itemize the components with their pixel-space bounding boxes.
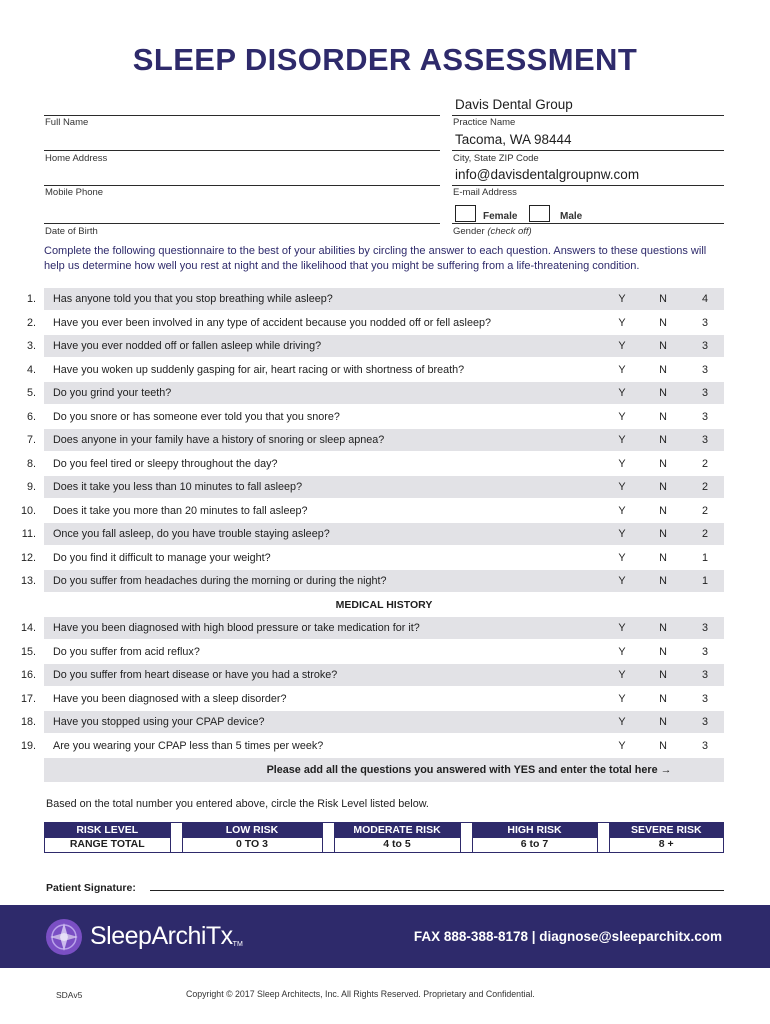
question-text: Have you ever been involved in any type of accident because you nodded off or fell asleep? — [53, 316, 491, 329]
answer-no[interactable]: N — [659, 293, 667, 305]
answer-yes[interactable]: Y — [618, 340, 626, 352]
question-number: 19. — [20, 739, 36, 752]
question-number: 18. — [20, 716, 36, 728]
question-text: Once you fall asleep, do you have trouble staying asleep? — [53, 528, 330, 540]
answer-no[interactable]: N — [659, 434, 667, 446]
answer-yes[interactable]: Y — [618, 434, 626, 446]
question-points: 3 — [701, 739, 708, 752]
brand-name: SleepArchiTx — [90, 922, 233, 950]
home-address-label: Home Address — [45, 153, 108, 164]
date-of-birth-label: Date of Birth — [45, 226, 98, 237]
email-line[interactable] — [452, 185, 724, 186]
gender-label-text: Gender — [453, 226, 485, 237]
answer-yes[interactable]: Y — [618, 481, 626, 493]
question-points: 3 — [701, 387, 708, 399]
footer-contact[interactable]: FAX 888-388-8178 | diagnose@sleeparchitx.com — [413, 929, 722, 944]
question-text: Do you find it difficult to manage your weight? — [53, 551, 271, 564]
question-row — [16, 500, 724, 524]
question-points: 2 — [701, 457, 708, 470]
answer-yes[interactable]: Y — [618, 575, 626, 587]
male-checkbox[interactable] — [529, 205, 550, 222]
practice-name-line[interactable] — [452, 115, 724, 116]
question-text: Does it take you more than 20 minutes to fall asleep? — [53, 504, 308, 517]
answer-yes[interactable]: Y — [618, 316, 626, 329]
answer-no[interactable]: N — [659, 716, 667, 728]
answer-no[interactable]: N — [659, 481, 667, 493]
question-text: Do you feel tired or sleepy throughout the day? — [53, 457, 278, 470]
question-row — [16, 523, 724, 547]
question-points: 3 — [701, 716, 708, 728]
question-number: 16. — [20, 669, 36, 681]
question-points: 3 — [701, 316, 708, 329]
question-points: 4 — [701, 293, 708, 305]
answer-yes[interactable]: Y — [618, 645, 626, 658]
answer-no[interactable]: N — [659, 387, 667, 399]
male-label: Male — [560, 211, 583, 222]
brand-trademark: TM — [232, 941, 243, 948]
question-row — [16, 406, 724, 430]
answer-yes[interactable]: Y — [618, 692, 626, 705]
question-points: 3 — [701, 363, 708, 376]
question-number: 6. — [26, 410, 36, 423]
practice-name-value[interactable]: Davis Dental Group — [455, 97, 573, 112]
question-row — [16, 641, 724, 665]
answer-yes[interactable]: Y — [618, 739, 626, 752]
city-state-zip-line[interactable] — [452, 150, 724, 151]
question-text: Are you wearing your CPAP less than 5 times per week? — [53, 739, 324, 752]
question-points: 1 — [701, 551, 708, 564]
answer-yes[interactable]: Y — [618, 716, 626, 728]
question-points: 3 — [701, 410, 708, 423]
answer-no[interactable]: N — [659, 575, 667, 587]
answer-no[interactable]: N — [659, 340, 667, 352]
question-number: 4. — [26, 363, 36, 376]
answer-no[interactable]: N — [659, 528, 667, 540]
question-row — [16, 453, 724, 477]
answer-yes[interactable]: Y — [618, 669, 626, 681]
question-points: 2 — [701, 528, 708, 540]
question-row — [16, 711, 724, 735]
question-points: 2 — [701, 504, 708, 517]
question-row — [16, 359, 724, 383]
medical-history-heading: MEDICAL HISTORY — [335, 598, 433, 611]
answer-no[interactable]: N — [659, 410, 667, 423]
risk-instruction: Based on the total number you entered above, circle the Risk Level listed below. — [46, 798, 429, 810]
question-row — [16, 429, 724, 453]
gender-line — [452, 223, 724, 224]
medical-history-row — [16, 594, 724, 618]
question-row — [16, 735, 724, 759]
home-address-line[interactable] — [44, 150, 440, 151]
question-points: 3 — [701, 692, 708, 705]
answer-yes[interactable]: Y — [618, 363, 626, 376]
page-title: SLEEP DISORDER ASSESSMENT — [132, 42, 638, 77]
question-number: 17. — [20, 692, 36, 705]
risk-moderate-name[interactable]: MODERATE RISK — [334, 823, 460, 838]
question-number: 5. — [26, 387, 36, 399]
question-number: 8. — [26, 457, 36, 470]
question-number: 12. — [20, 551, 36, 564]
range-total-header: RANGE TOTAL — [45, 838, 170, 853]
city-state-zip-label: City, State ZIP Code — [453, 153, 539, 164]
copyright-notice: Copyright © 2017 Sleep Architects, Inc. All Rights Reserved. Proprietary and Confidential. — [186, 989, 535, 999]
email-label: E-mail Address — [453, 187, 517, 198]
answer-yes[interactable]: Y — [618, 457, 626, 470]
question-row — [16, 476, 724, 500]
mobile-phone-line[interactable] — [44, 185, 440, 186]
female-checkbox[interactable] — [455, 205, 476, 222]
answer-yes[interactable]: Y — [618, 528, 626, 540]
question-row — [16, 688, 724, 712]
question-row — [16, 288, 724, 312]
question-points: 3 — [701, 669, 708, 681]
risk-moderate-range[interactable]: 4 to 5 — [334, 838, 460, 853]
city-state-zip-value[interactable]: Tacoma, WA 98444 — [455, 132, 572, 147]
risk-level-table — [44, 822, 724, 853]
question-row — [16, 617, 724, 641]
question-text: Does anyone in your family have a history of snoring or sleep apnea? — [53, 434, 385, 446]
instructions-paragraph: Complete the following questionnaire to the best of your abilities by circling the answer to each question. Answers to these questions will help us determine how well you rest at night and the likelihood that you might be suffering from a life-threatening condition. — [44, 245, 707, 272]
question-row — [16, 335, 724, 359]
question-points: 3 — [701, 340, 708, 352]
gender-label — [453, 226, 532, 237]
question-number: 1. — [26, 293, 36, 305]
question-points: 2 — [701, 481, 708, 493]
answer-no[interactable]: N — [659, 645, 667, 658]
question-text: Does it take you less than 10 minutes to fall asleep? — [53, 481, 303, 493]
question-row — [16, 382, 724, 406]
answer-yes[interactable]: Y — [618, 410, 626, 423]
answer-no[interactable]: N — [659, 504, 667, 517]
answer-no[interactable]: N — [659, 692, 667, 705]
total-row[interactable] — [44, 758, 724, 782]
answer-no[interactable]: N — [659, 622, 667, 634]
question-number: 3. — [26, 340, 36, 352]
question-points: 1 — [701, 575, 708, 587]
question-row — [16, 312, 724, 336]
answer-yes[interactable]: Y — [618, 551, 626, 564]
question-number: 15. — [20, 645, 36, 658]
sleeparchitx-logo-icon — [44, 917, 84, 957]
question-points: 3 — [701, 645, 708, 658]
question-points: 3 — [701, 622, 708, 634]
full-name-line[interactable] — [44, 115, 440, 116]
question-row — [16, 570, 724, 594]
risk-level-header: RISK LEVEL — [45, 823, 170, 838]
question-text: Have you ever nodded off or fallen asleep while driving? — [53, 340, 322, 352]
total-instruction: Please add all the questions you answered with YES and enter the total here → — [266, 764, 672, 776]
question-row — [16, 547, 724, 571]
brand-logo-text — [90, 922, 243, 951]
answer-yes[interactable]: Y — [618, 504, 626, 517]
question-number: 7. — [26, 434, 36, 446]
risk-high-name[interactable]: HIGH RISK — [472, 823, 597, 838]
risk-low-range[interactable]: 0 TO 3 — [182, 838, 322, 853]
gender-hint: (check off) — [487, 226, 532, 237]
question-text: Do you grind your teeth? — [53, 387, 172, 399]
question-text: Have you stopped using your CPAP device? — [53, 716, 265, 728]
question-text: Has anyone told you that you stop breathing while asleep? — [53, 293, 333, 305]
answer-no[interactable]: N — [659, 739, 667, 752]
mobile-phone-label: Mobile Phone — [45, 187, 104, 198]
question-number: 2. — [26, 316, 36, 329]
question-points: 3 — [701, 434, 708, 446]
practice-name-label: Practice Name — [453, 117, 516, 128]
question-number: 14. — [20, 622, 36, 634]
signature-label: Patient Signature: — [46, 882, 136, 894]
female-label: Female — [483, 211, 518, 222]
answer-yes[interactable]: Y — [618, 622, 626, 634]
question-number: 11. — [21, 528, 36, 540]
question-number: 9. — [26, 481, 36, 493]
answer-no[interactable]: N — [659, 363, 667, 376]
question-text: Do you snore or has someone ever told you that you snore? — [53, 410, 340, 423]
question-number: 10. — [20, 504, 36, 517]
question-text: Do you suffer from headaches during the morning or during the night? — [53, 575, 387, 587]
email-value[interactable]: info@davisdentalgroupnw.com — [455, 167, 640, 182]
signature-line[interactable] — [150, 890, 724, 891]
question-text: Do you suffer from acid reflux? — [53, 645, 200, 658]
question-text: Do you suffer from heart disease or have you had a stroke? — [53, 669, 338, 681]
questionnaire-table — [16, 288, 724, 758]
question-text: Have you been diagnosed with a sleep disorder? — [53, 692, 287, 705]
answer-no[interactable]: N — [659, 669, 667, 681]
risk-low-name[interactable]: LOW RISK — [182, 823, 322, 838]
answer-yes[interactable]: Y — [618, 387, 626, 399]
risk-high-range[interactable]: 6 to 7 — [472, 838, 597, 853]
question-number: 13. — [20, 575, 36, 587]
date-of-birth-line[interactable] — [44, 223, 440, 224]
risk-severe-name[interactable]: SEVERE RISK — [609, 823, 723, 838]
answer-no[interactable]: N — [659, 457, 667, 470]
full-name-label: Full Name — [45, 117, 89, 128]
question-text: Have you been diagnosed with high blood pressure or take medication for it? — [53, 622, 420, 634]
form-version: SDAv5 — [56, 990, 83, 1000]
risk-severe-range[interactable]: 8 + — [609, 838, 723, 853]
answer-no[interactable]: N — [659, 551, 667, 564]
answer-no[interactable]: N — [659, 316, 667, 329]
answer-yes[interactable]: Y — [618, 293, 626, 305]
question-row — [16, 664, 724, 688]
question-text: Have you woken up suddenly gasping for air, heart racing or with shortness of breath? — [53, 363, 465, 376]
